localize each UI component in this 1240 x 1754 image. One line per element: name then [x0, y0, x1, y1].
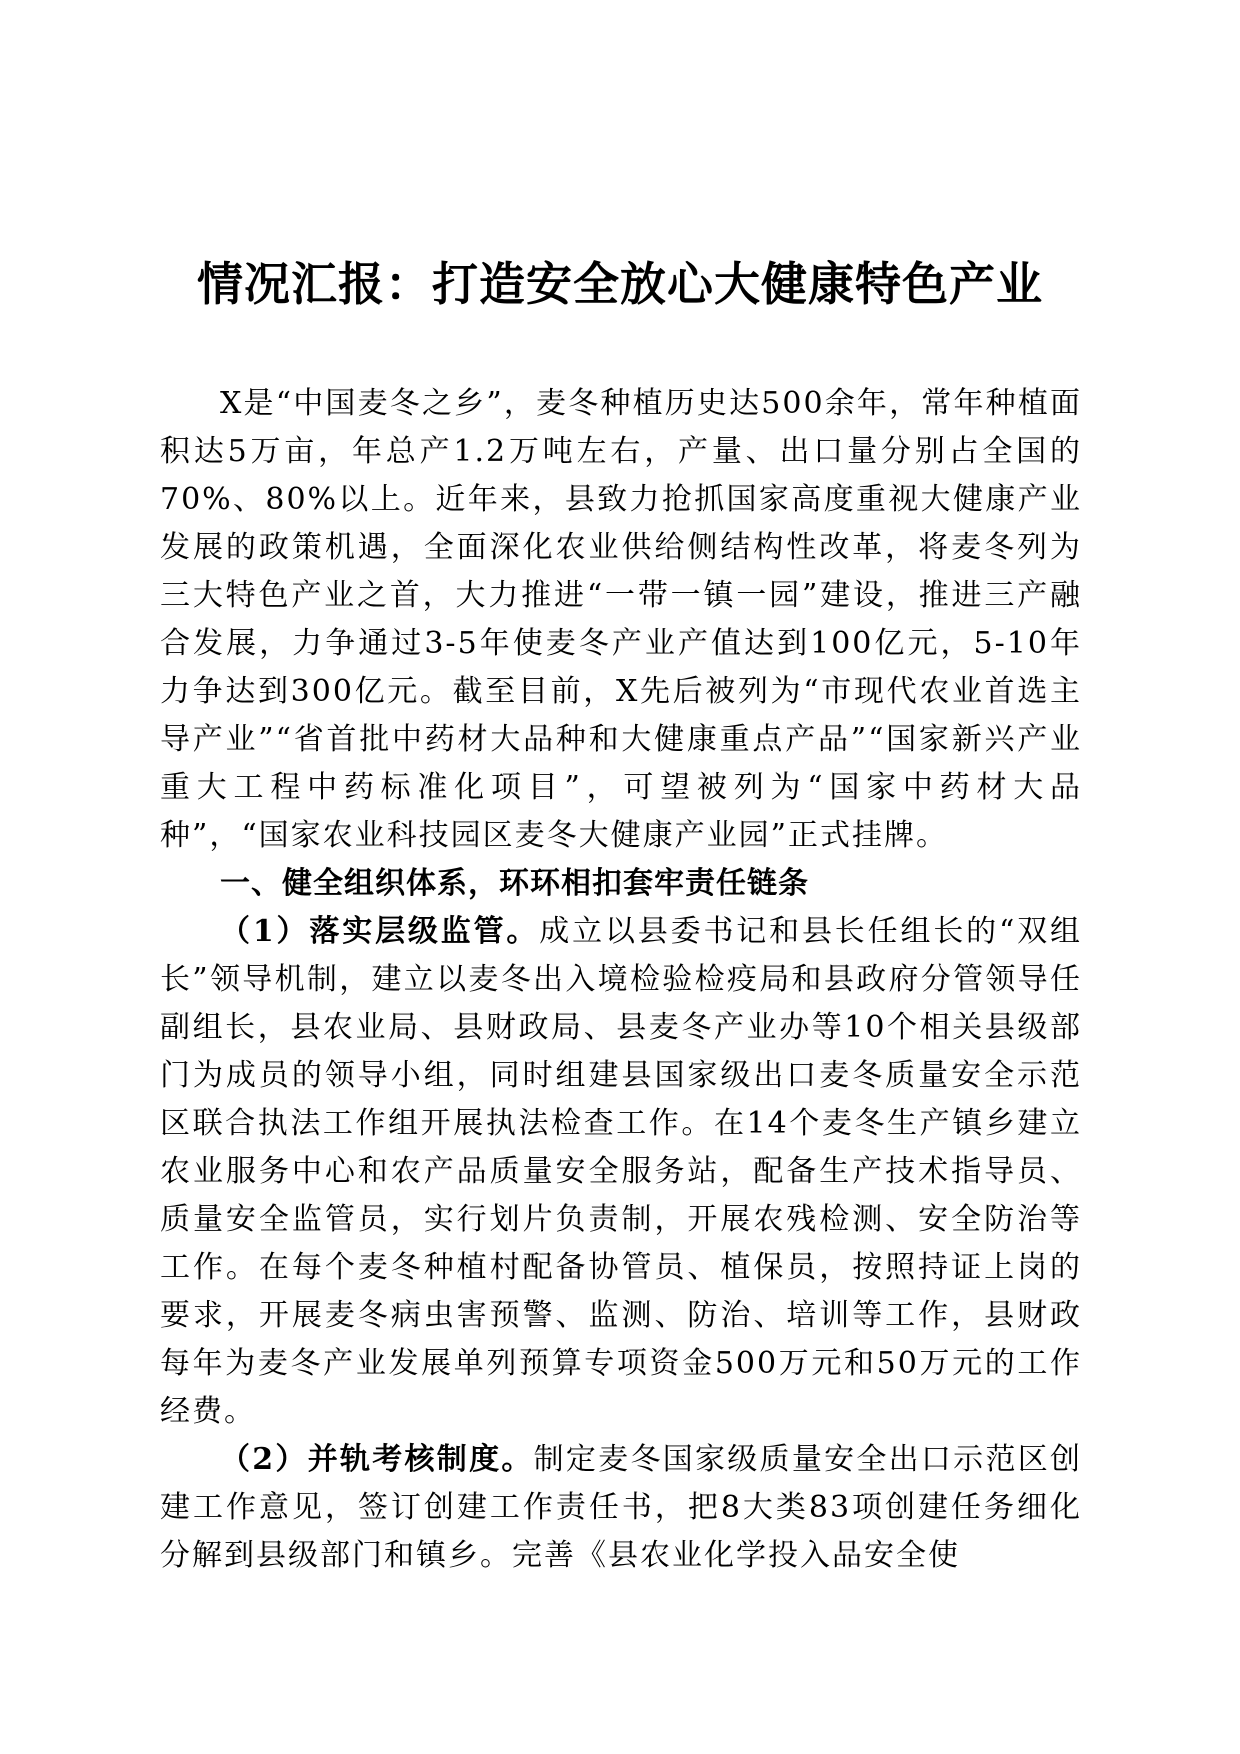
item-text-2: 制定麦冬国家级质量安全出口示范区创建工作意见，签订创建工作责任书，把8大类83项创建任务细化分解到县级部门和镇乡。完善《县农业化学投入品安全使	[160, 1442, 1083, 1573]
document-body	[160, 380, 1082, 1580]
section-heading: 一、健全组织体系，环环相扣套牢责任链条	[220, 866, 809, 901]
item-lead-1: （1）落实层级监管。	[220, 914, 540, 949]
intro-paragraph: X是“中国麦冬之乡”，麦冬种植历史达500余年，常年种植面积达5万亩，年总产1.2万吨左右，产量、出口量分别占全国的70%、80%以上。近年来，县致力抢抓国家高度重视大健康产业发展的政策机遇，全面深化农业供给侧结构性改革，将麦冬列为三大特色产业之首，大力推进“一带一镇一园”建设，推进三产融合发展，力争通过3-5年使麦冬产业产值达到100亿元，5-10年力争达到300亿元。截至目前，X先后被列为“市现代农业首选主导产业”“省首批中药材大品种和大健康重点产品”“国家新兴产业重大工程中药标准化项目”，可望被列为“国家中药材大品种”，“国家农业科技园区麦冬大健康产业园”正式挂牌。	[160, 386, 1082, 853]
item-paragraph-2	[160, 1436, 1082, 1580]
item-lead-2: （2）并轨考核制度。	[220, 1442, 534, 1477]
document-title: 情况汇报：打造安全放心大健康特色产业	[197, 257, 1043, 311]
item-paragraph-1	[160, 908, 1082, 1436]
item-text-1: 成立以县委书记和县长任组长的“双组长”领导机制，建立以麦冬出入境检验检疫局和县政府分管领导任副组长，县农业局、县财政局、县麦冬产业办等10个相关县级部门为成员的领导小组，同时组建县国家级出口麦冬质量安全示范区联合执法工作组开展执法检查工作。在14个麦冬生产镇乡建立农业服务中心和农产品质量安全服务站，配备生产技术指导员、质量安全监管员，实行划片负责制，开展农残检测、安全防治等工作。在每个麦冬种植村配备协管员、植保员，按照持证上岗的要求，开展麦冬病虫害预警、监测、防治、培训等工作，县财政每年为麦冬产业发展单列预算专项资金500万元和50万元的工作经费。	[160, 914, 1083, 1429]
